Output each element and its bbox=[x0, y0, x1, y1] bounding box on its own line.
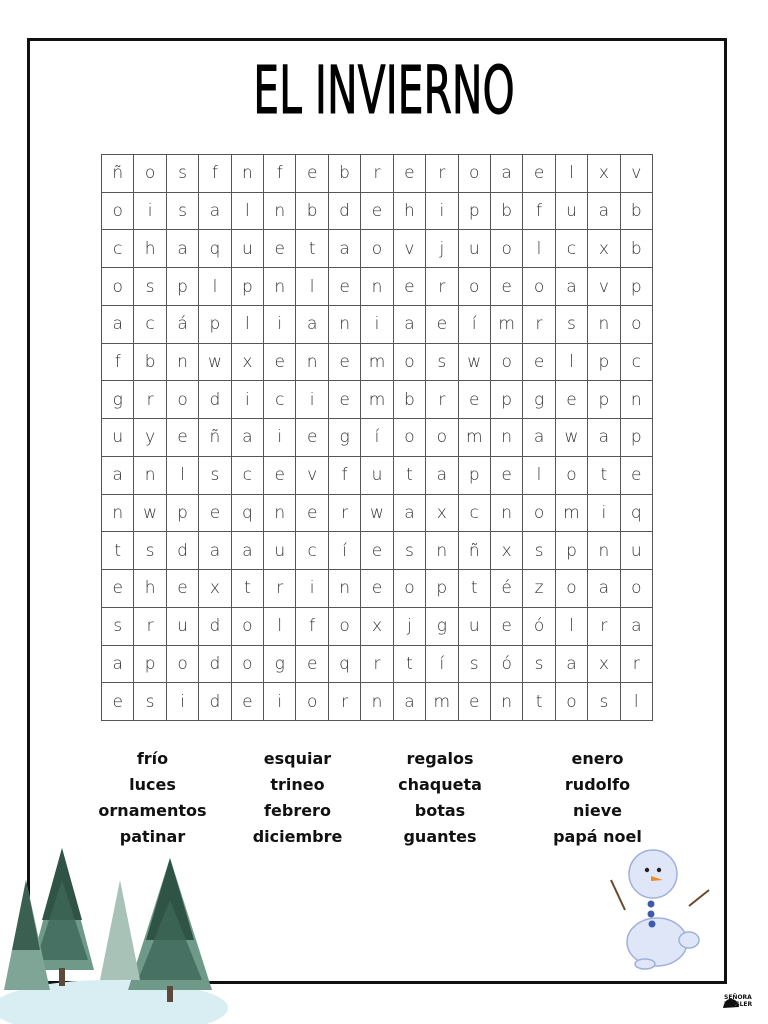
grid-cell: ó bbox=[491, 646, 523, 684]
word-item: frío bbox=[136, 749, 169, 768]
grid-cell: e bbox=[329, 381, 361, 419]
grid-cell: e bbox=[361, 532, 393, 570]
grid-cell: r bbox=[426, 381, 458, 419]
grid-cell: n bbox=[621, 381, 653, 419]
grid-cell: a bbox=[232, 419, 264, 457]
grid-cell: p bbox=[491, 381, 523, 419]
grid-cell: o bbox=[394, 419, 426, 457]
grid-cell: b bbox=[134, 344, 166, 382]
grid-cell: l bbox=[523, 230, 555, 268]
word-item: ornamentos bbox=[98, 801, 207, 820]
grid-cell: á bbox=[167, 306, 199, 344]
grid-cell: e bbox=[491, 608, 523, 646]
grid-cell: s bbox=[167, 155, 199, 193]
grid-cell: d bbox=[329, 193, 361, 231]
page-title: EL INVIERNO bbox=[253, 52, 515, 129]
grid-cell: c bbox=[232, 457, 264, 495]
grid-cell: e bbox=[556, 381, 588, 419]
grid-cell: i bbox=[361, 306, 393, 344]
grid-cell: s bbox=[588, 683, 620, 721]
grid-cell: u bbox=[621, 532, 653, 570]
grid-cell: e bbox=[264, 230, 296, 268]
grid-cell: d bbox=[167, 532, 199, 570]
snowman-head bbox=[629, 850, 677, 898]
grid-cell: n bbox=[588, 532, 620, 570]
grid-cell: e bbox=[361, 570, 393, 608]
grid-cell: p bbox=[556, 532, 588, 570]
grid-cell: n bbox=[264, 268, 296, 306]
grid-cell: p bbox=[199, 306, 231, 344]
grid-cell: i bbox=[264, 419, 296, 457]
grid-cell: p bbox=[621, 419, 653, 457]
grid-cell: f bbox=[523, 193, 555, 231]
grid-cell: e bbox=[296, 646, 328, 684]
grid-cell: l bbox=[556, 344, 588, 382]
grid-cell: f bbox=[264, 155, 296, 193]
grid-cell: t bbox=[394, 457, 426, 495]
grid-cell: u bbox=[556, 193, 588, 231]
grid-cell: l bbox=[556, 155, 588, 193]
grid-cell: n bbox=[491, 419, 523, 457]
grid-cell: l bbox=[264, 608, 296, 646]
grid-cell: r bbox=[134, 381, 166, 419]
grid-cell: p bbox=[621, 268, 653, 306]
word-item: nieve bbox=[572, 801, 622, 820]
grid-cell: i bbox=[134, 193, 166, 231]
grid-cell: e bbox=[621, 457, 653, 495]
grid-cell: p bbox=[588, 344, 620, 382]
grid-cell: b bbox=[329, 155, 361, 193]
grid-cell: b bbox=[296, 193, 328, 231]
grid-cell: e bbox=[523, 155, 555, 193]
grid-cell: r bbox=[426, 268, 458, 306]
logo-line2: ZIEGLER bbox=[724, 1001, 753, 1008]
grid-cell: o bbox=[523, 268, 555, 306]
grid-cell: o bbox=[232, 608, 264, 646]
arm-left bbox=[611, 880, 625, 910]
grid-cell: a bbox=[199, 193, 231, 231]
grid-cell: w bbox=[134, 495, 166, 533]
grid-cell: q bbox=[329, 646, 361, 684]
grid-cell: o bbox=[491, 230, 523, 268]
word-column bbox=[370, 746, 510, 850]
grid-cell: e bbox=[264, 457, 296, 495]
grid-cell: u bbox=[459, 608, 491, 646]
word-item: trineo bbox=[270, 775, 325, 794]
grid-cell: l bbox=[523, 457, 555, 495]
grid-cell: e bbox=[102, 683, 134, 721]
button-icon bbox=[648, 901, 655, 908]
grid-cell: x bbox=[199, 570, 231, 608]
word-item: luces bbox=[129, 775, 176, 794]
grid-cell: n bbox=[329, 306, 361, 344]
grid-cell: t bbox=[102, 532, 134, 570]
word-column bbox=[80, 746, 225, 850]
grid-cell: d bbox=[199, 608, 231, 646]
grid-cell: x bbox=[588, 155, 620, 193]
grid-cell: m bbox=[459, 419, 491, 457]
word-item: patinar bbox=[119, 827, 186, 846]
grid-cell: i bbox=[426, 193, 458, 231]
word-column bbox=[225, 746, 370, 850]
grid-cell: n bbox=[361, 268, 393, 306]
grid-cell: e bbox=[394, 268, 426, 306]
grid-cell: r bbox=[329, 683, 361, 721]
grid-cell: o bbox=[459, 268, 491, 306]
grid-cell: x bbox=[491, 532, 523, 570]
grid-cell: x bbox=[588, 646, 620, 684]
grid-cell: e bbox=[459, 683, 491, 721]
grid-cell: i bbox=[167, 683, 199, 721]
grid-cell: w bbox=[199, 344, 231, 382]
grid-cell: o bbox=[621, 306, 653, 344]
grid-cell: e bbox=[167, 570, 199, 608]
grid-cell: a bbox=[588, 193, 620, 231]
grid-cell: a bbox=[329, 230, 361, 268]
grid-cell: o bbox=[394, 344, 426, 382]
grid-cell: v bbox=[296, 457, 328, 495]
grid-cell: s bbox=[459, 646, 491, 684]
grid-cell: a bbox=[167, 230, 199, 268]
grid-cell: l bbox=[621, 683, 653, 721]
grid-cell: a bbox=[102, 646, 134, 684]
grid-cell: u bbox=[167, 608, 199, 646]
grid-cell: a bbox=[426, 457, 458, 495]
grid-cell: c bbox=[621, 344, 653, 382]
grid-cell: o bbox=[296, 683, 328, 721]
grid-cell: i bbox=[296, 570, 328, 608]
grid-cell: p bbox=[426, 570, 458, 608]
grid-cell: o bbox=[102, 193, 134, 231]
grid-cell: i bbox=[296, 381, 328, 419]
grid-cell: s bbox=[167, 193, 199, 231]
grid-cell: c bbox=[296, 532, 328, 570]
grid-cell: m bbox=[361, 381, 393, 419]
grid-cell: t bbox=[232, 570, 264, 608]
word-item: enero bbox=[571, 749, 624, 768]
grid-cell: v bbox=[394, 230, 426, 268]
grid-cell: n bbox=[361, 683, 393, 721]
grid-cell: u bbox=[459, 230, 491, 268]
grid-cell: a bbox=[556, 268, 588, 306]
grid-cell: g bbox=[523, 381, 555, 419]
grid-cell: s bbox=[394, 532, 426, 570]
grid-cell: c bbox=[459, 495, 491, 533]
grid-cell: e bbox=[459, 381, 491, 419]
grid-cell: x bbox=[361, 608, 393, 646]
grid-cell: o bbox=[556, 683, 588, 721]
grid-cell: w bbox=[361, 495, 393, 533]
grid-cell: o bbox=[167, 381, 199, 419]
grid-cell: d bbox=[199, 683, 231, 721]
grid-cell: n bbox=[264, 495, 296, 533]
grid-cell: v bbox=[621, 155, 653, 193]
grid-cell: o bbox=[426, 419, 458, 457]
grid-cell: d bbox=[199, 381, 231, 419]
grid-cell: f bbox=[199, 155, 231, 193]
grid-cell: w bbox=[556, 419, 588, 457]
grid-cell: i bbox=[264, 306, 296, 344]
grid-cell: s bbox=[426, 344, 458, 382]
grid-cell: a bbox=[588, 419, 620, 457]
grid-cell: o bbox=[394, 570, 426, 608]
grid-cell: t bbox=[523, 683, 555, 721]
grid-cell: f bbox=[329, 457, 361, 495]
grid-cell: l bbox=[232, 306, 264, 344]
grid-cell: e bbox=[296, 419, 328, 457]
grid-cell: t bbox=[394, 646, 426, 684]
grid-cell: o bbox=[459, 155, 491, 193]
grid-cell: c bbox=[556, 230, 588, 268]
grid-cell: o bbox=[556, 457, 588, 495]
grid-cell: a bbox=[621, 608, 653, 646]
grid-cell: r bbox=[426, 155, 458, 193]
grid-cell: í bbox=[426, 646, 458, 684]
grid-cell: p bbox=[134, 646, 166, 684]
grid-cell: m bbox=[361, 344, 393, 382]
grid-cell: s bbox=[199, 457, 231, 495]
grid-cell: x bbox=[426, 495, 458, 533]
grid-cell: h bbox=[134, 570, 166, 608]
grid-cell: r bbox=[329, 495, 361, 533]
grid-cell: p bbox=[459, 457, 491, 495]
grid-cell: n bbox=[296, 344, 328, 382]
grid-cell: ñ bbox=[459, 532, 491, 570]
grid-cell: r bbox=[264, 570, 296, 608]
grid-cell: n bbox=[134, 457, 166, 495]
grid-cell: e bbox=[329, 268, 361, 306]
grid-cell: e bbox=[361, 193, 393, 231]
grid-cell: g bbox=[329, 419, 361, 457]
grid-cell: a bbox=[394, 306, 426, 344]
grid-cell: u bbox=[361, 457, 393, 495]
grid-cell: e bbox=[491, 457, 523, 495]
grid-cell: p bbox=[588, 381, 620, 419]
snowman-illustration bbox=[605, 840, 715, 970]
grid-cell: u bbox=[102, 419, 134, 457]
tree-icon bbox=[100, 880, 140, 980]
word-item: chaqueta bbox=[398, 775, 482, 794]
grid-cell: l bbox=[296, 268, 328, 306]
grid-cell: a bbox=[588, 570, 620, 608]
word-bank bbox=[80, 746, 680, 850]
grid-cell: e bbox=[199, 495, 231, 533]
grid-cell: a bbox=[523, 419, 555, 457]
grid-cell: f bbox=[102, 344, 134, 382]
grid-cell: b bbox=[621, 193, 653, 231]
grid-cell: e bbox=[296, 495, 328, 533]
grid-cell: n bbox=[329, 570, 361, 608]
grid-cell: a bbox=[102, 457, 134, 495]
grid-cell: a bbox=[491, 155, 523, 193]
grid-cell: o bbox=[134, 155, 166, 193]
grid-cell: s bbox=[556, 306, 588, 344]
grid-cell: r bbox=[361, 155, 393, 193]
grid-cell: l bbox=[556, 608, 588, 646]
grid-cell: n bbox=[167, 344, 199, 382]
grid-cell: n bbox=[232, 155, 264, 193]
button-icon bbox=[648, 911, 655, 918]
logo-line1: SEÑORA bbox=[724, 994, 752, 1001]
grid-cell: a bbox=[102, 306, 134, 344]
grid-cell: o bbox=[621, 570, 653, 608]
grid-cell: e bbox=[523, 344, 555, 382]
grid-cell: y bbox=[134, 419, 166, 457]
grid-cell: s bbox=[523, 532, 555, 570]
word-item: papá noel bbox=[553, 827, 642, 846]
grid-cell: r bbox=[523, 306, 555, 344]
grid-cell: o bbox=[361, 230, 393, 268]
grid-cell: e bbox=[296, 155, 328, 193]
grid-cell: r bbox=[588, 608, 620, 646]
grid-cell: í bbox=[361, 419, 393, 457]
grid-cell: u bbox=[232, 230, 264, 268]
grid-cell: j bbox=[426, 230, 458, 268]
grid-cell: q bbox=[232, 495, 264, 533]
grid-cell: s bbox=[523, 646, 555, 684]
grid-cell: n bbox=[102, 495, 134, 533]
grid-cell: c bbox=[102, 230, 134, 268]
grid-cell: c bbox=[264, 381, 296, 419]
grid-cell: s bbox=[134, 532, 166, 570]
grid-cell: í bbox=[459, 306, 491, 344]
snowman-body bbox=[627, 918, 687, 966]
grid-cell: n bbox=[491, 495, 523, 533]
grid-cell: m bbox=[491, 306, 523, 344]
grid-cell: p bbox=[232, 268, 264, 306]
button-icon bbox=[649, 921, 656, 928]
grid-cell: i bbox=[588, 495, 620, 533]
winter-trees-illustration bbox=[0, 840, 230, 1024]
grid-cell: g bbox=[102, 381, 134, 419]
grid-cell: é bbox=[491, 570, 523, 608]
grid-cell: r bbox=[134, 608, 166, 646]
grid-cell: o bbox=[167, 646, 199, 684]
arm-right bbox=[689, 890, 709, 906]
grid-cell: p bbox=[167, 495, 199, 533]
grid-cell: v bbox=[588, 268, 620, 306]
grid-cell: ñ bbox=[102, 155, 134, 193]
word-item: guantes bbox=[403, 827, 477, 846]
grid-cell: a bbox=[296, 306, 328, 344]
grid-cell: g bbox=[264, 646, 296, 684]
grid-cell: h bbox=[134, 230, 166, 268]
grid-cell: e bbox=[426, 306, 458, 344]
grid-cell: w bbox=[459, 344, 491, 382]
grid-cell: f bbox=[296, 608, 328, 646]
grid-cell: n bbox=[264, 193, 296, 231]
grid-cell: a bbox=[556, 646, 588, 684]
grid-cell: a bbox=[232, 532, 264, 570]
grid-cell: ñ bbox=[199, 419, 231, 457]
grid-cell: b bbox=[621, 230, 653, 268]
grid-cell: s bbox=[134, 683, 166, 721]
grid-cell: ó bbox=[523, 608, 555, 646]
grid-cell: s bbox=[102, 608, 134, 646]
grid-cell: r bbox=[361, 646, 393, 684]
grid-cell: g bbox=[426, 608, 458, 646]
grid-cell: a bbox=[394, 495, 426, 533]
grid-cell: z bbox=[523, 570, 555, 608]
grid-cell: n bbox=[588, 306, 620, 344]
grid-cell: s bbox=[134, 268, 166, 306]
tree-icon bbox=[128, 858, 212, 1002]
grid-cell: t bbox=[588, 457, 620, 495]
word-item: rudolfo bbox=[564, 775, 631, 794]
grid-cell: r bbox=[621, 646, 653, 684]
grid-cell: e bbox=[329, 344, 361, 382]
grid-cell: e bbox=[232, 683, 264, 721]
grid-cell: o bbox=[556, 570, 588, 608]
grid-cell: e bbox=[167, 419, 199, 457]
grid-cell: h bbox=[394, 193, 426, 231]
grid-cell: c bbox=[134, 306, 166, 344]
grid-cell: a bbox=[199, 532, 231, 570]
grid-cell: o bbox=[491, 344, 523, 382]
grid-cell: p bbox=[459, 193, 491, 231]
grid-cell: o bbox=[523, 495, 555, 533]
word-column bbox=[510, 746, 685, 850]
grid-cell: o bbox=[232, 646, 264, 684]
grid-cell: q bbox=[621, 495, 653, 533]
word-item: febrero bbox=[264, 801, 331, 820]
word-search-grid bbox=[101, 154, 653, 721]
grid-cell: i bbox=[232, 381, 264, 419]
grid-cell: q bbox=[199, 230, 231, 268]
grid-cell: o bbox=[102, 268, 134, 306]
grid-cell: b bbox=[491, 193, 523, 231]
grid-cell: t bbox=[296, 230, 328, 268]
grid-cell: d bbox=[199, 646, 231, 684]
grid-cell: u bbox=[264, 532, 296, 570]
grid-cell: i bbox=[264, 683, 296, 721]
grid-cell: e bbox=[491, 268, 523, 306]
grid-cell: l bbox=[232, 193, 264, 231]
word-item: regalos bbox=[406, 749, 474, 768]
grid-cell: í bbox=[329, 532, 361, 570]
word-item: diciembre bbox=[252, 827, 343, 846]
grid-cell: t bbox=[459, 570, 491, 608]
grid-cell: a bbox=[394, 683, 426, 721]
grid-cell: e bbox=[102, 570, 134, 608]
word-item: esquiar bbox=[263, 749, 332, 768]
brand-logo bbox=[724, 994, 752, 1008]
grid-cell: p bbox=[167, 268, 199, 306]
grid-cell: l bbox=[199, 268, 231, 306]
word-item: botas bbox=[414, 801, 466, 820]
grid-cell: b bbox=[394, 381, 426, 419]
grid-cell: n bbox=[426, 532, 458, 570]
grid-cell: e bbox=[394, 155, 426, 193]
grid-cell: n bbox=[491, 683, 523, 721]
grid-cell: x bbox=[232, 344, 264, 382]
grid-cell: o bbox=[329, 608, 361, 646]
grid-cell: e bbox=[264, 344, 296, 382]
grid-cell: j bbox=[394, 608, 426, 646]
grid-cell: x bbox=[588, 230, 620, 268]
grid-cell: m bbox=[556, 495, 588, 533]
grid-cell: l bbox=[167, 457, 199, 495]
grid-cell: m bbox=[426, 683, 458, 721]
